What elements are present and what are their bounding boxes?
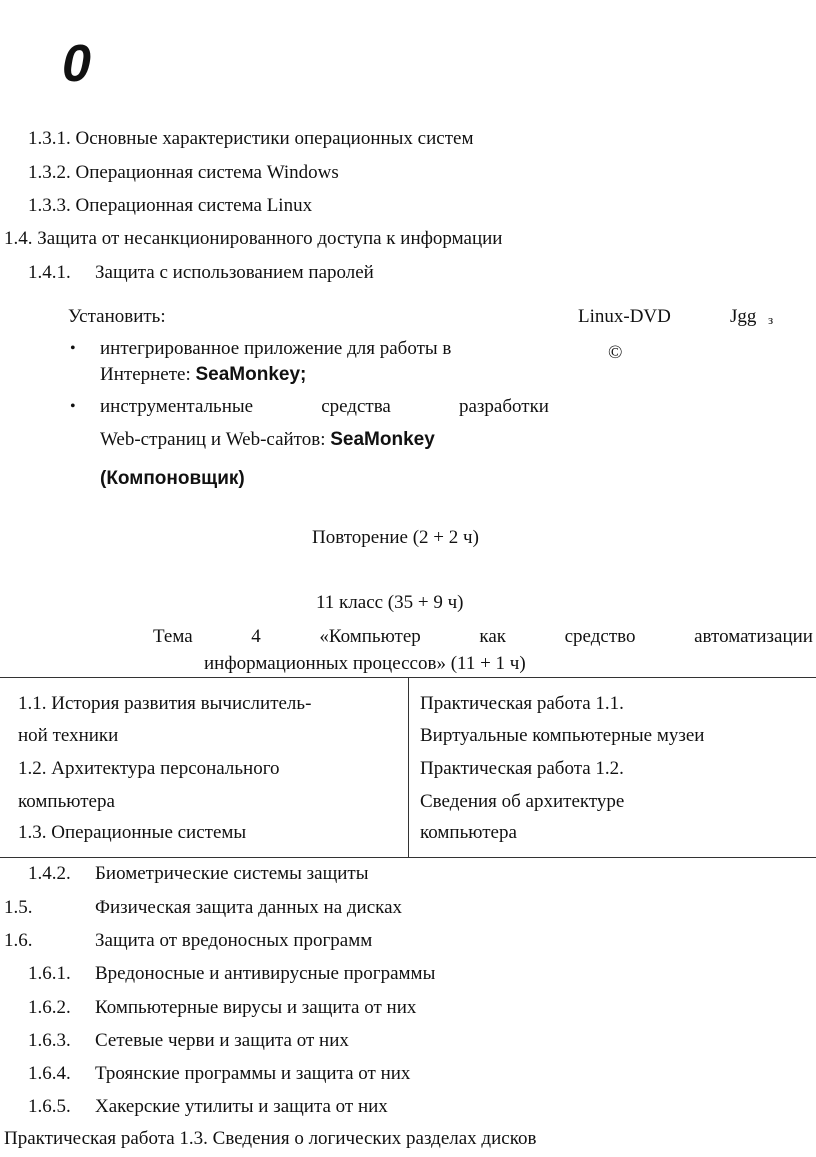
install-label: Установить:	[68, 306, 166, 327]
item-1-4-1-text: Защита с использованием паролей	[95, 262, 374, 283]
table-left-cell: 1.3. Операционные системы	[18, 822, 247, 843]
table-right-cell: Сведения об архитектуре	[420, 791, 625, 812]
table-left-cell: ной техники	[18, 725, 119, 746]
bullet-dot: •	[70, 398, 76, 415]
copyright-icon: ©	[608, 342, 623, 363]
line-1-3-1: 1.3.1. Основные характеристики операционных систем	[28, 128, 474, 149]
side-linux-dvd: Linux-DVD	[578, 306, 671, 327]
bullet-1-line-2: Интернете: SeaMonkey;	[100, 364, 307, 385]
header-glyph: 0	[62, 35, 91, 93]
table-left-cell: 1.2. Архитектура персонального	[18, 758, 280, 779]
item-num: 1.6.1.	[28, 963, 71, 984]
item-text: Защита от вредоносных программ	[95, 930, 373, 951]
bullet-dot: •	[70, 340, 76, 357]
item-text: Компьютерные вирусы и защита от них	[95, 997, 417, 1018]
topic-line-2: информационных процессов» (11 + 1 ч)	[204, 653, 526, 674]
item-num: 1.5.	[4, 897, 33, 918]
side-jgg: Jgg	[730, 306, 757, 327]
line-1-3-3: 1.3.3. Операционная система Linux	[28, 195, 313, 216]
bullet-1-line-1: интегрированное приложение для работы в	[100, 338, 452, 359]
item-num: 1.6.	[4, 930, 33, 951]
item-num: 1.6.3.	[28, 1030, 71, 1051]
item-num: 1.4.2.	[28, 863, 71, 884]
item-text: Вредоносные и антивирусные программы	[95, 963, 436, 984]
table-left-cell: компьютера	[18, 791, 115, 812]
app-seamonkey: SeaMonkey	[330, 429, 435, 450]
item-text: Хакерские утилиты и защита от них	[95, 1096, 388, 1117]
bullet-2-line-1: инструментальные средства разработки	[100, 396, 549, 417]
app-composer: (Компоновщик)	[100, 468, 245, 489]
app-seamonkey: SeaMonkey;	[195, 364, 307, 385]
grade-heading: 11 класс (35 + 9 ч)	[316, 592, 464, 613]
table-right-cell: Практическая работа 1.2.	[420, 758, 624, 779]
table-left-cell: 1.1. История развития вычислитель-	[18, 693, 312, 714]
practical-work-1-3: Практическая работа 1.3. Сведения о логических разделах дисков	[4, 1128, 537, 1149]
table-right-cell: Практическая работа 1.1.	[420, 693, 624, 714]
bullet-2-line-2: Web-страниц и Web-сайтов: SeaMonkey	[100, 429, 435, 450]
table-right-cell: компьютера	[420, 822, 517, 843]
item-num: 1.6.2.	[28, 997, 71, 1018]
line-1-4: 1.4. Защита от несанкционированного доступа к информации	[4, 228, 503, 249]
topic-line-1: Тема 4 «Компьютер как средство автоматизации	[153, 626, 813, 647]
item-text: Сетевые черви и защита от них	[95, 1030, 349, 1051]
item-num: 1.6.5.	[28, 1096, 71, 1117]
repeat-heading: Повторение (2 + 2 ч)	[312, 527, 479, 548]
item-num: 1.6.4.	[28, 1063, 71, 1084]
item-text: Биометрические системы защиты	[95, 863, 369, 884]
line-1-3-2: 1.3.2. Операционная система Windows	[28, 162, 339, 183]
side-small: з	[768, 312, 774, 327]
item-text: Троянские программы и защита от них	[95, 1063, 411, 1084]
table-column-divider	[408, 677, 409, 858]
item-1-4-1-num: 1.4.1.	[28, 262, 71, 283]
item-text: Физическая защита данных на дисках	[95, 897, 403, 918]
table-right-cell: Виртуальные компьютерные музеи	[420, 725, 705, 746]
